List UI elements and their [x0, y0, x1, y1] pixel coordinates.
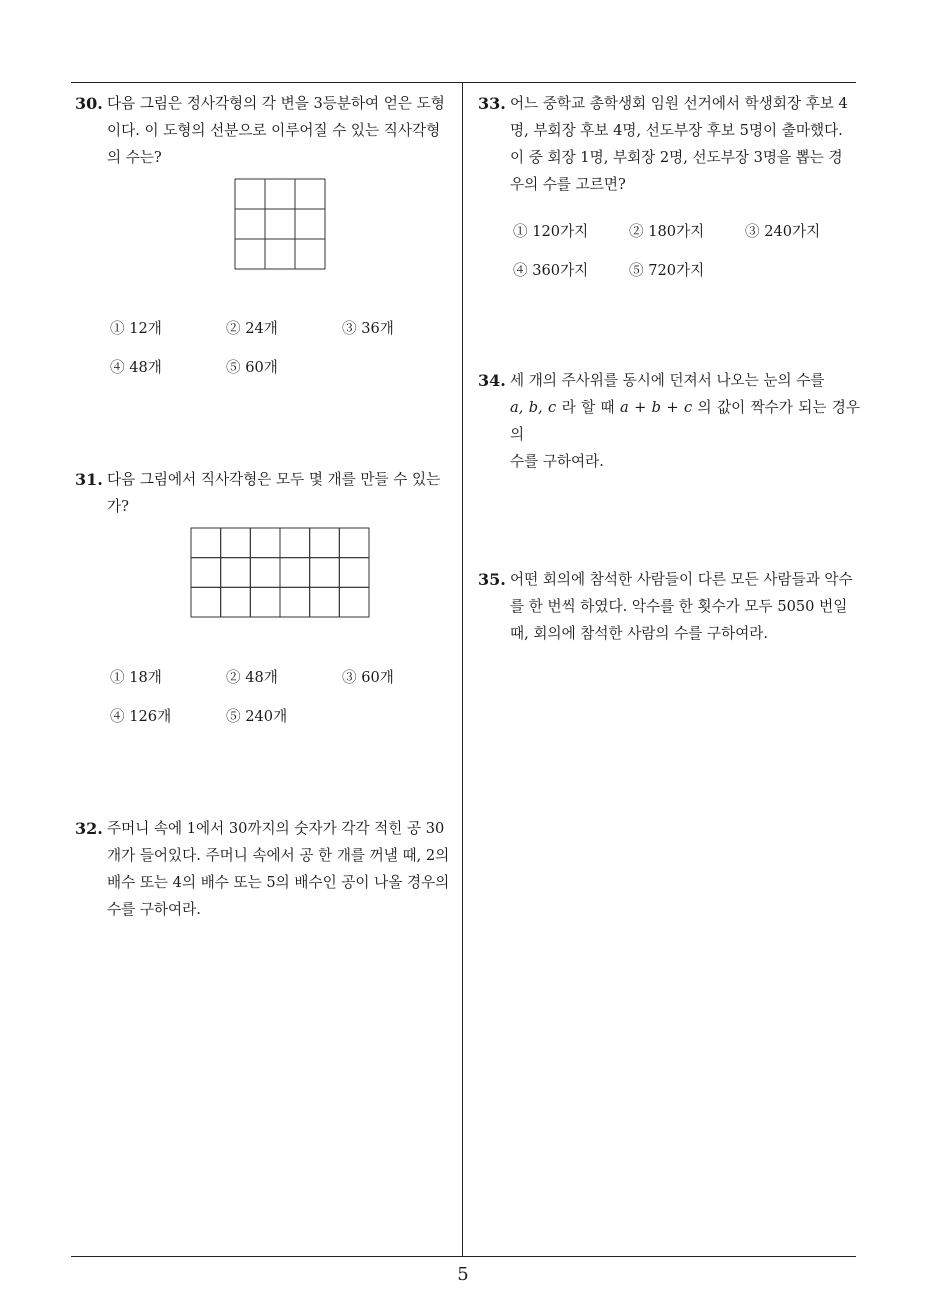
question-number: 34. — [478, 371, 506, 390]
question-line — [510, 394, 860, 448]
grid-cell — [280, 587, 310, 617]
grid-cell — [339, 587, 369, 617]
grid-cell — [235, 179, 265, 209]
option: ④ 48개 — [110, 359, 162, 376]
question-line: 어떤 회의에 참석한 사람들이 다른 모든 사람들과 악수 — [510, 571, 853, 588]
question-line: 때, 회의에 참석한 사람의 수를 구하여라. — [510, 625, 769, 642]
grid-cell — [265, 179, 295, 209]
grid-cell — [310, 558, 340, 588]
grid-cell — [191, 528, 221, 558]
question-text-fragment: 라 할 때 — [556, 399, 621, 416]
question-number: 30. — [75, 94, 103, 113]
grid-cell — [339, 558, 369, 588]
question-line: 어느 중학교 총학생회 임원 선거에서 학생회장 후보 4 — [510, 95, 848, 112]
question-line: 우의 수를 고르면? — [510, 176, 626, 193]
question-line: 의 수는? — [107, 149, 162, 166]
question-text — [510, 367, 860, 475]
grid-cell — [250, 587, 280, 617]
square-grid-figure — [235, 179, 325, 269]
question-line: 이다. 이 도형의 선분으로 이루어질 수 있는 직사각형 — [107, 122, 441, 139]
question-text — [510, 90, 860, 198]
question-line: 개가 들어있다. 주머니 속에서 공 한 개를 꺼낼 때, 2의 — [107, 847, 450, 864]
option: ④ 360가지 — [513, 262, 589, 279]
option: ③ 36개 — [342, 320, 394, 337]
question-32 — [75, 815, 457, 923]
bottom-rule — [71, 1256, 856, 1257]
question-number: 31. — [75, 470, 103, 489]
option: ① 12개 — [110, 320, 162, 337]
question-line: 명, 부회장 후보 4명, 선도부장 후보 5명이 출마했다. — [510, 122, 843, 139]
grid-cell — [295, 239, 325, 269]
question-31 — [75, 466, 457, 520]
grid-cell — [295, 209, 325, 239]
question-33 — [478, 90, 860, 198]
option: ⑤ 720가지 — [629, 262, 705, 279]
option: ⑤ 60개 — [226, 359, 278, 376]
grid-cell — [265, 239, 295, 269]
grid-cell — [280, 528, 310, 558]
question-line: 주머니 속에 1에서 30까지의 숫자가 각각 적힌 공 30 — [107, 820, 445, 837]
question-text-fragment: 의 값이 짝수가 되는 경우의 — [510, 399, 860, 443]
top-rule — [71, 82, 856, 83]
question-34 — [478, 367, 860, 475]
question-line: 가? — [107, 498, 129, 515]
option: ② 24개 — [226, 320, 278, 337]
option: ④ 126개 — [110, 708, 172, 725]
grid-cell — [310, 587, 340, 617]
question-number: 35. — [478, 570, 506, 589]
option: ⑤ 240개 — [226, 708, 288, 725]
question-text — [107, 815, 457, 923]
question-number: 33. — [478, 94, 506, 113]
grid-cell — [191, 587, 221, 617]
option: ② 180가지 — [629, 223, 705, 240]
option: ① 18개 — [110, 669, 162, 686]
question-text — [107, 466, 457, 520]
grid-cell — [250, 558, 280, 588]
grid-cell — [235, 209, 265, 239]
math-variables: a, b, c — [510, 399, 557, 416]
question-line: 다음 그림에서 직사각형은 모두 몇 개를 만들 수 있는 — [107, 471, 441, 488]
grid-cell — [339, 528, 369, 558]
grid-cell — [221, 587, 251, 617]
grid-cell — [191, 558, 221, 588]
grid-cell — [295, 179, 325, 209]
grid-cell — [235, 239, 265, 269]
question-text — [510, 566, 860, 647]
option: ① 120가지 — [513, 223, 589, 240]
question-line: 수를 구하여라. — [510, 453, 604, 470]
column-divider — [462, 83, 463, 1257]
grid-cell — [265, 209, 295, 239]
grid-cell — [310, 528, 340, 558]
question-number: 32. — [75, 819, 103, 838]
page-number: 5 — [457, 1264, 469, 1285]
grid-cell — [280, 558, 310, 588]
question-35 — [478, 566, 860, 647]
question-30 — [75, 90, 457, 171]
question-line: 배수 또는 4의 배수 또는 5의 배수인 공이 나올 경우의 — [107, 874, 450, 891]
question-line: 세 개의 주사위를 동시에 던져서 나오는 눈의 수를 — [510, 372, 825, 389]
question-line: 수를 구하여라. — [107, 901, 201, 918]
option: ② 48개 — [226, 669, 278, 686]
rectangle-grid-figure — [191, 528, 369, 617]
question-line: 다음 그림은 정사각형의 각 변을 3등분하여 얻은 도형 — [107, 95, 445, 112]
grid-cell — [250, 528, 280, 558]
grid-cell — [221, 528, 251, 558]
question-line: 이 중 회장 1명, 부회장 2명, 선도부장 3명을 뽑는 경 — [510, 149, 843, 166]
question-line: 를 한 번씩 하였다. 악수를 한 횟수가 모두 5050 번일 — [510, 598, 848, 615]
grid-cell — [221, 558, 251, 588]
option: ③ 240가지 — [745, 223, 821, 240]
option: ③ 60개 — [342, 669, 394, 686]
question-text — [107, 90, 457, 171]
math-expression: a + b + c — [620, 399, 693, 416]
